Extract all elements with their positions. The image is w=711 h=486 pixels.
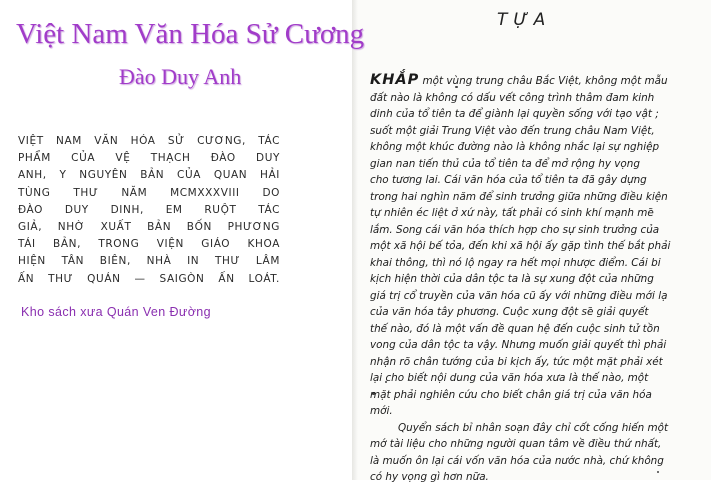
colophon-line: ĐÀO DUY DINH, EM RUỘT TÁC [18, 203, 280, 216]
preface-line: trong hai nghìn năm để sinh trưởng giữa những điều kiện [370, 190, 668, 203]
colophon-line: GIẢ, NHỜ XUẤT BẢN BỐN PHƯƠNG [18, 221, 280, 234]
preface-line: một xã hội bế tỏa, đến khi xã hội ấy gặp tình thế bắt phải [370, 240, 671, 252]
book-author: Đào Duy Anh [119, 64, 242, 89]
preface-line: giá trị cổ truyền của văn hóa cũ ấy với những điều mới lạ [370, 289, 668, 302]
preface-heading: TỰA [497, 10, 552, 30]
colophon-line: TÁI BẢN, TRONG VIỆN GIÁO KHOA [18, 238, 280, 251]
preface-line: mớ tài liệu cho những người quan tâm về điều thứ nhất, [370, 438, 662, 450]
preface-line: cho tương lai. Cái văn hóa của tổ tiên ta đã gây dựng [370, 174, 647, 186]
colophon-line: VIỆT NAM VĂN HÓA SỬ CƯƠNG, TÁC [18, 135, 280, 147]
preface-line: gian nan tiến thủ của tổ tiên ta để mở rộng hy vọng [370, 157, 640, 170]
preface-line: là muốn ôn lại cái vốn văn hóa của nước nhà, chứ không [370, 454, 664, 467]
colophon-line: PHẨM CỦA VỆ THẠCH ĐÀO DUY [18, 152, 280, 165]
preface-line: khai thông, thì nó lộ ngay ra hết mọi nhược điểm. Cái bi [370, 256, 661, 269]
page-gutter [352, 0, 358, 480]
preface-line: Quyển sách bỉ nhân soạn đây chỉ cốt cống hiến một [398, 421, 669, 434]
colophon-line: HIỆN TÂN BIÊN, NHÀ IN THƯ LÂM [18, 255, 280, 268]
colophon-line: TÙNG THƯ NĂM MCMXXXVIII DO [18, 186, 280, 199]
preface-line: lắm. Song cái văn hóa thích hợp cho sự sinh trưởng của [370, 223, 660, 236]
preface-line: của văn hóa tây phương. Cuộc xung đột sẽ giải quyết [370, 306, 649, 318]
colophon-line: ẤN THƯ QUÁN — SAIGÒN ẤN LOÁT. [18, 272, 280, 285]
colophon-line: ANH, Y NGUYÊN BẢN CỦA QUAN HẢI [18, 169, 280, 182]
first-line-text: một vùng trung châu Bắc Việt, không một mẫu [419, 75, 668, 87]
preface-line: tự nhiên éc liệt ở xứ này, tất phải có sinh khí mạnh mẽ [370, 207, 654, 219]
preface-line: vong của dân tộc ta vậy. Nhưng muốn giải quyết thì phải [370, 339, 667, 351]
preface-line: không một khúc đường nào là không nhắc lại sự nghiệp [370, 141, 660, 153]
preface-first-line [370, 72, 702, 90]
preface-line: suốt một giải Trung Việt vào đến trung châu Nam Việt, [370, 124, 655, 137]
preface-line: có hy vọng gì hơn nữa. [370, 471, 489, 483]
preface-line: nhận rõ chân tướng của bi kịch ấy, tức một mặt phải xét [370, 355, 663, 368]
preface-body [370, 72, 702, 486]
drop-word: KHẮP [370, 72, 420, 88]
preface-line: thế nào, đó là một vấn đề quan hệ đến cuộc sinh tử tồn [370, 322, 660, 335]
preface-line: đất nào là không có dấu vết công trình thâm đam kinh [370, 91, 655, 104]
preface-line: lại cho biết nội dung của văn hóa xưa là thế nào, một [370, 372, 649, 384]
colophon [18, 133, 280, 288]
book-title: Việt Nam Văn Hóa Sử Cương [16, 18, 365, 50]
source-credit: Kho sách xưa Quán Ven Đường [21, 305, 212, 319]
preface-line: mặt phải nghiên cứu cho biết chân giá trị của văn hóa [370, 388, 652, 401]
preface-line: mới. [370, 405, 393, 417]
preface-line: dinh của tổ tiên ta để giành lại quyền sống với tạo vật ; [370, 108, 659, 120]
preface-line: kịch hiện thời của dân tộc ta là sự xung đột của những [370, 273, 654, 285]
